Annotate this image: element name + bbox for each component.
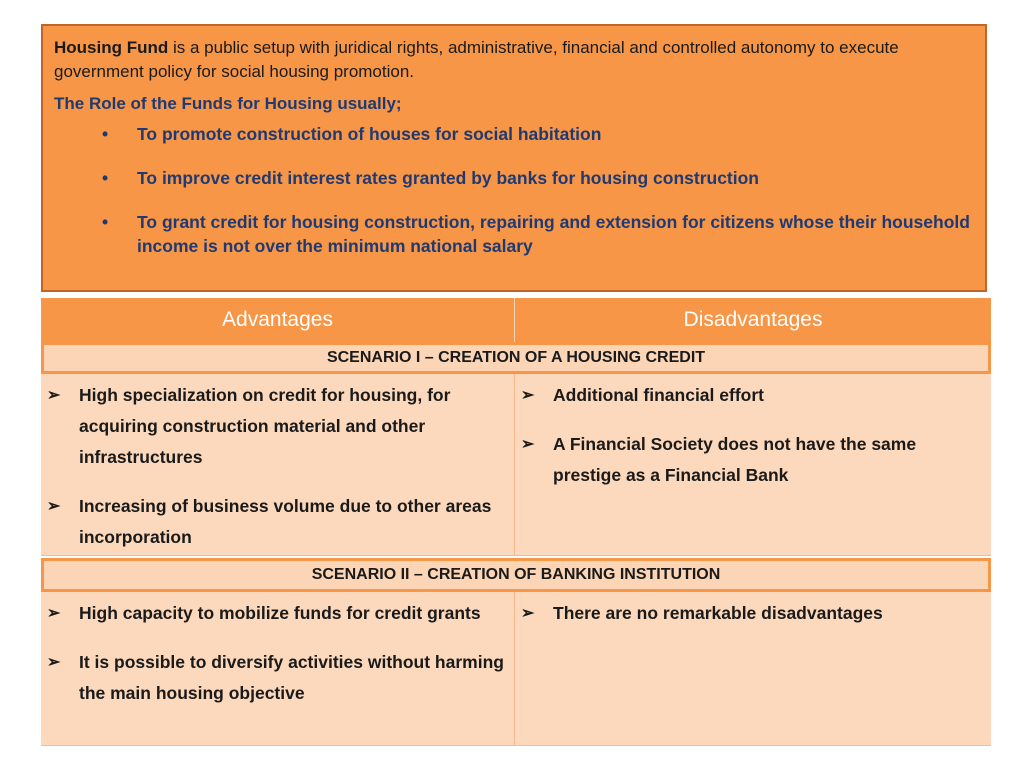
list-item-text: Additional financial effort <box>553 385 764 405</box>
list-item-text: High capacity to mobilize funds for credit grants <box>79 603 481 623</box>
role-item <box>54 122 973 146</box>
list-item <box>521 380 983 411</box>
arrow-right-icon: ➢ <box>47 605 61 622</box>
list-item <box>47 647 506 709</box>
scenario-1-title: SCENARIO I – CREATION OF A HOUSING CREDIT <box>41 342 991 374</box>
role-item <box>54 210 973 258</box>
list-item <box>47 598 506 629</box>
bullet-dot-icon: • <box>102 168 109 188</box>
arrow-right-icon: ➢ <box>47 387 61 404</box>
role-item <box>54 166 973 190</box>
list-item <box>47 380 506 473</box>
scenario-2-disadvantages <box>515 592 991 746</box>
intro-box <box>41 24 987 292</box>
role-heading: The Role of the Funds for Housing usually; <box>54 94 402 113</box>
arrow-right-icon: ➢ <box>47 498 61 515</box>
list-item <box>521 598 983 629</box>
list-item-text: High specialization on credit for housing, for acquiring construction material and other infrastructures <box>79 385 451 467</box>
list-item-text: A Financial Society does not have the same prestige as a Financial Bank <box>553 434 917 485</box>
scenario-2-advantages <box>41 592 515 746</box>
header-advantages: Advantages <box>41 298 515 342</box>
role-item-text: To grant credit for housing construction, repairing and extension for citizens whose their household income is not over the minimum national salary <box>137 212 970 256</box>
scenario-1-disadvantages <box>515 374 991 556</box>
list-item-text: There are no remarkable disadvantages <box>553 603 883 623</box>
comparison-table <box>41 298 991 746</box>
arrow-right-icon: ➢ <box>521 605 535 622</box>
role-item-text: To improve credit interest rates granted by banks for housing construction <box>137 168 760 188</box>
definition-term: Housing Fund <box>54 38 169 57</box>
list-item-text: Increasing of business volume due to other areas incorporation <box>79 496 492 547</box>
bullet-dot-icon: • <box>102 212 109 232</box>
scenario-2-title: SCENARIO II – CREATION OF BANKING INSTITUTION <box>41 558 991 592</box>
arrow-right-icon: ➢ <box>521 387 535 404</box>
arrow-right-icon: ➢ <box>521 436 535 453</box>
list-item-text: It is possible to diversify activities without harming the main housing objective <box>79 652 504 703</box>
role-item-text: To promote construction of houses for social habitation <box>137 124 602 144</box>
definition <box>54 36 973 84</box>
definition-text: is a public setup with juridical rights, administrative, financial and controlled autonomy to execute government policy for social housing promotion. <box>54 38 899 81</box>
list-item <box>521 429 983 491</box>
list-item <box>47 491 506 553</box>
bullet-dot-icon: • <box>102 124 109 144</box>
arrow-right-icon: ➢ <box>47 654 61 671</box>
header-disadvantages: Disadvantages <box>515 298 991 342</box>
scenario-1-advantages <box>41 374 515 556</box>
role-list <box>54 122 973 258</box>
